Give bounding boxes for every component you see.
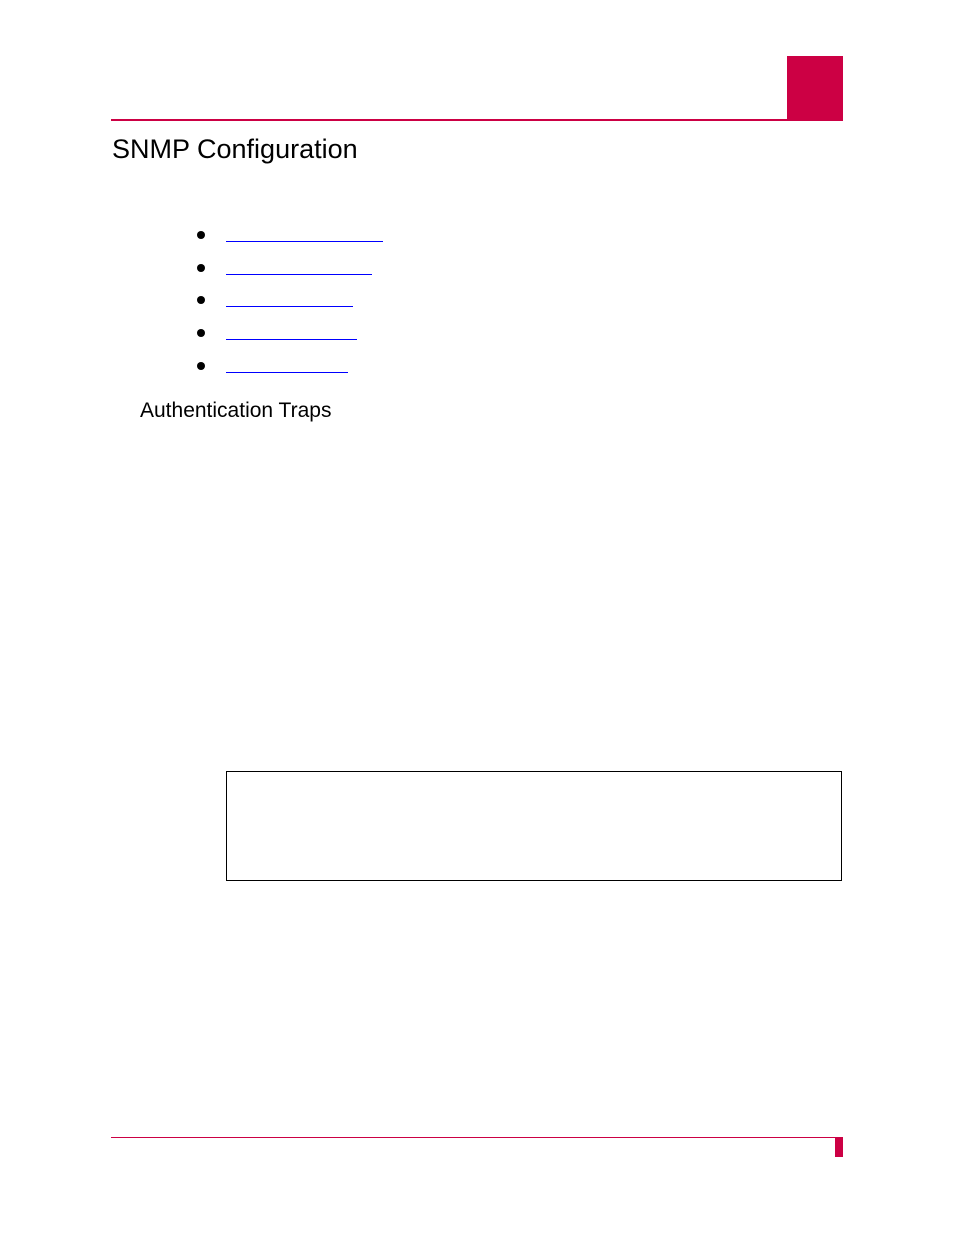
section-link-1[interactable] bbox=[226, 241, 383, 242]
bullet-icon bbox=[197, 329, 205, 337]
note-box bbox=[226, 771, 842, 881]
bullet-icon bbox=[197, 362, 205, 370]
chapter-tab-marker bbox=[787, 56, 843, 120]
section-link-2[interactable] bbox=[226, 274, 372, 275]
section-heading-authentication-traps: Authentication Traps bbox=[140, 399, 332, 422]
bullet-icon bbox=[197, 231, 205, 239]
page-title: SNMP Configuration bbox=[112, 134, 358, 164]
section-link-4[interactable] bbox=[226, 339, 357, 340]
section-link-3[interactable] bbox=[226, 306, 353, 307]
header-rule bbox=[111, 119, 843, 121]
footer-rule bbox=[111, 1137, 843, 1138]
section-link-5[interactable] bbox=[226, 372, 348, 373]
bullet-icon bbox=[197, 296, 205, 304]
bullet-icon bbox=[197, 264, 205, 272]
footer-tab-marker bbox=[835, 1138, 843, 1157]
